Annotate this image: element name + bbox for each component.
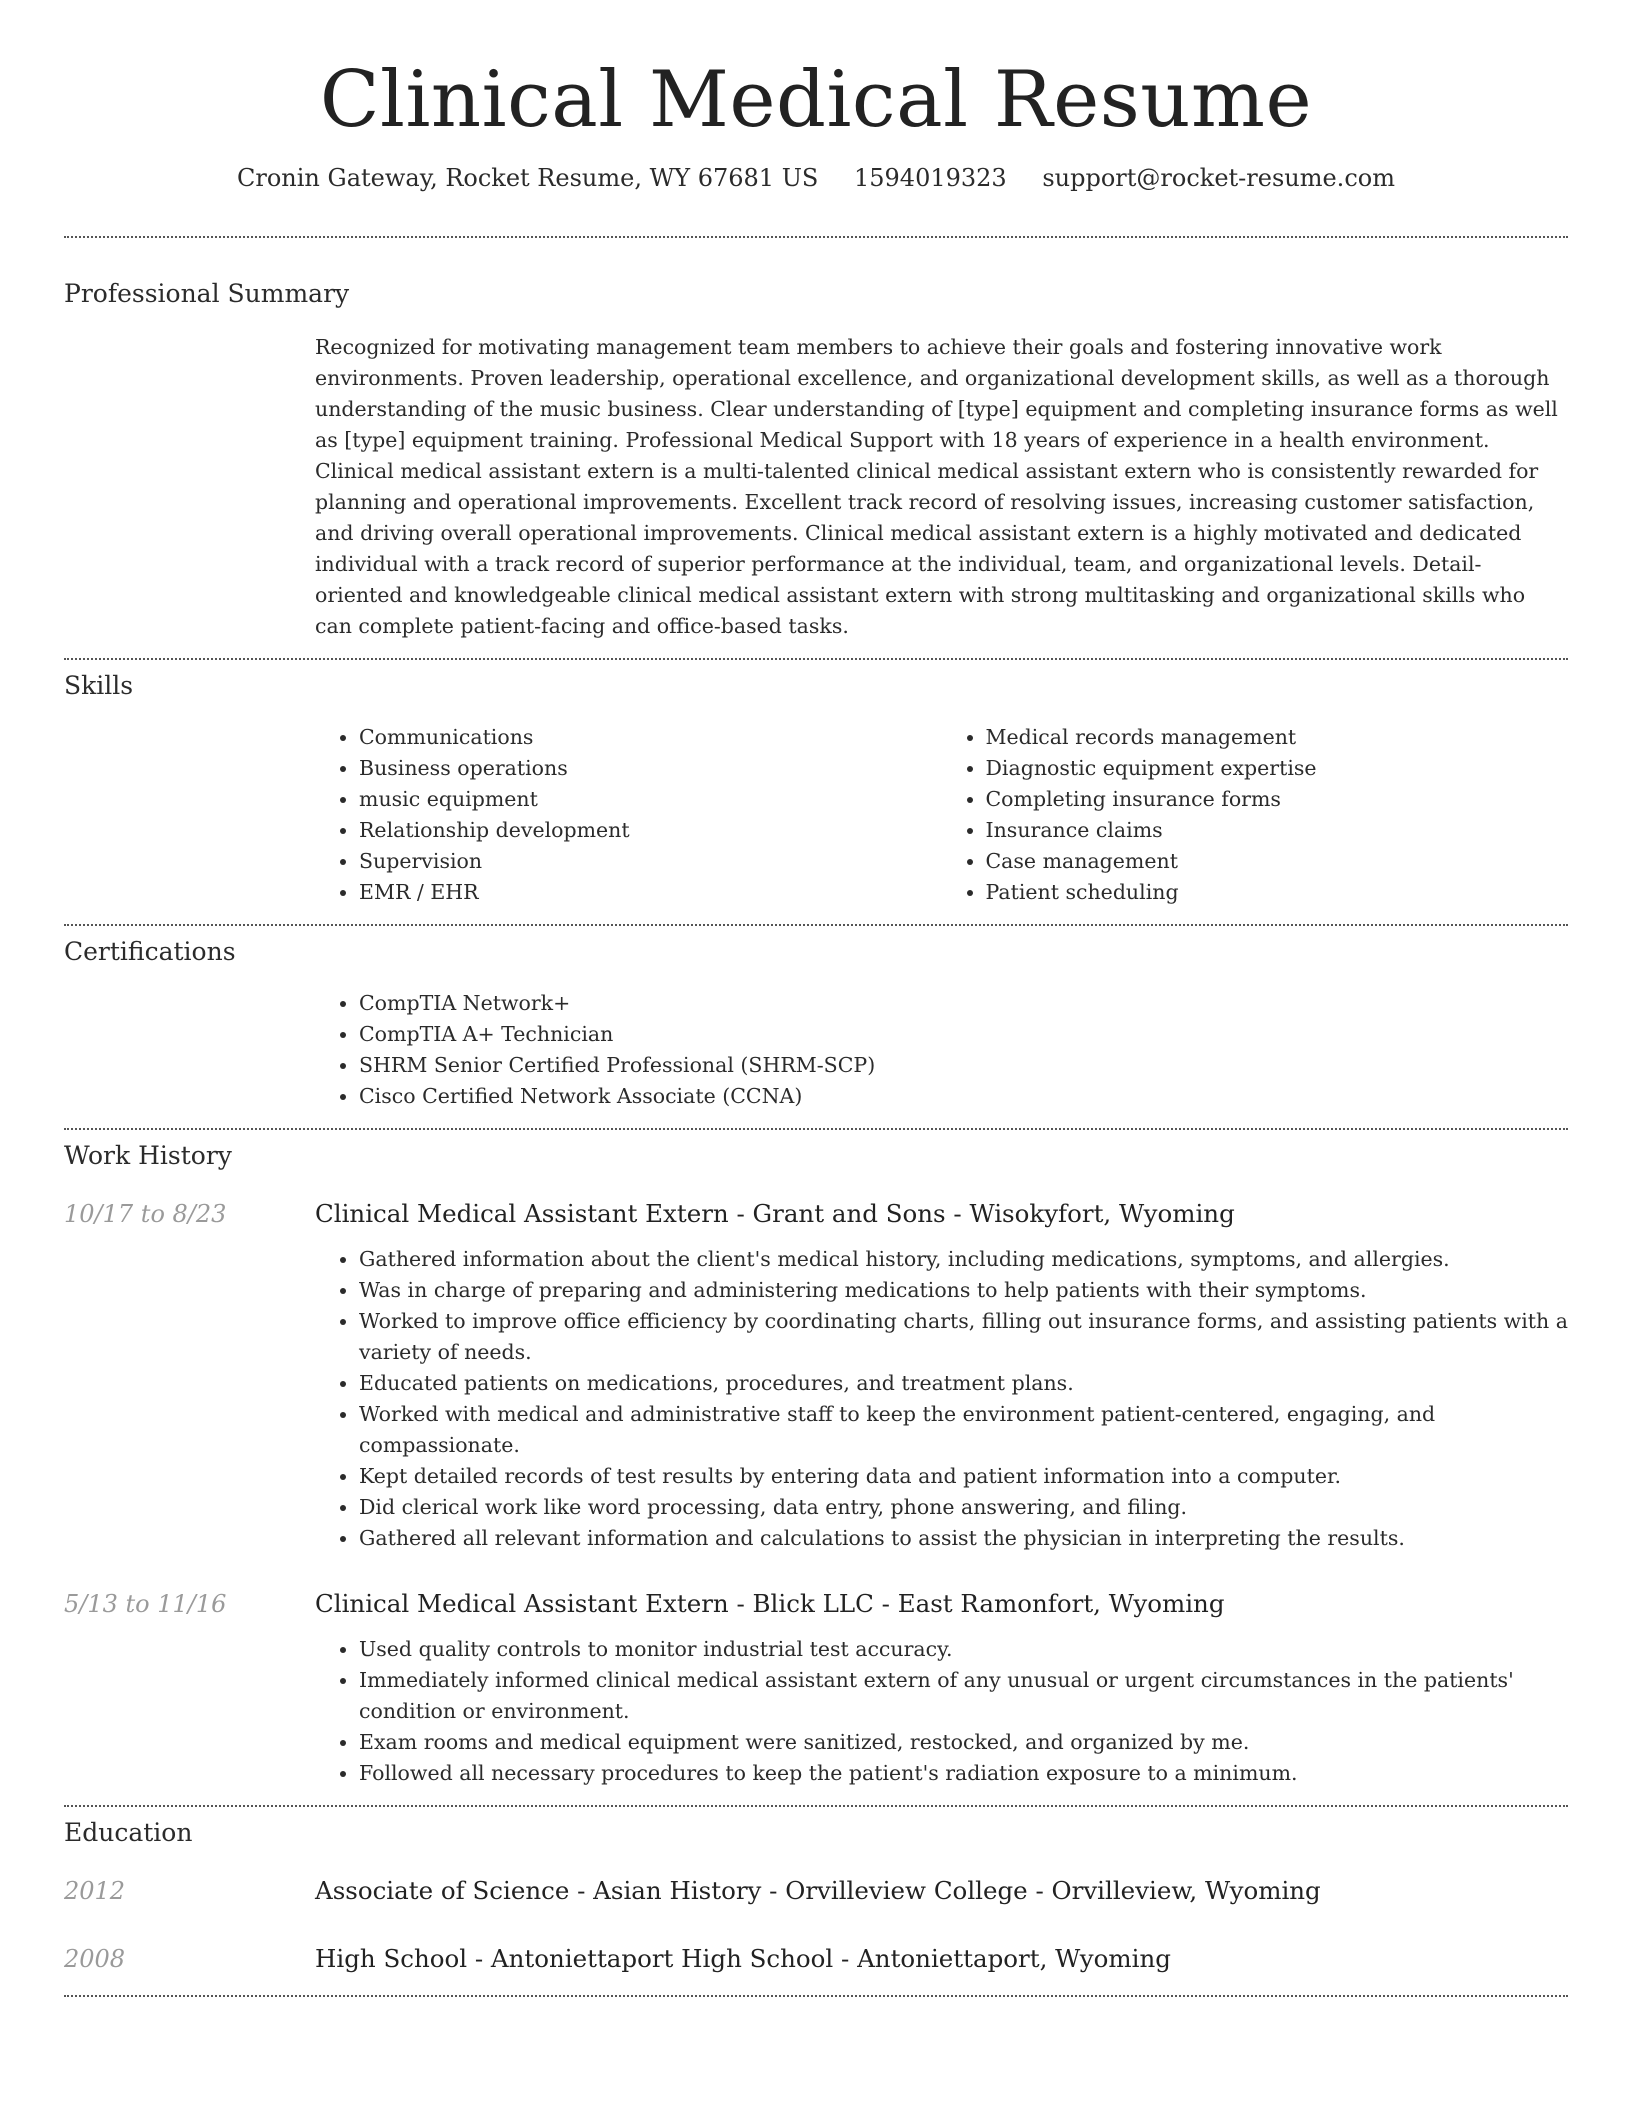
job-bullets (315, 1634, 1568, 1789)
education-degree: Associate of Science - Asian History - Orvilleview College - Orvilleview, Wyoming (315, 1876, 1321, 1905)
education-degree: High School - Antoniettaport High School - Antoniettaport, Wyoming (315, 1944, 1171, 1973)
skill-item: • EMR / EHR (359, 877, 942, 908)
job-bullets-wrap (315, 1244, 1568, 1554)
skill-item: • Case management (986, 846, 1569, 877)
job-dates: 5/13 to 11/16 (64, 1590, 227, 1618)
education-year: 2008 (64, 1945, 126, 1973)
job-bullet: • Followed all necessary procedures to keep the patient's radiation exposure to a minimum. (359, 1758, 1568, 1789)
job-bullets-wrap (315, 1634, 1568, 1789)
divider (64, 1995, 1568, 1997)
job-header (64, 1588, 1568, 1620)
education-section (64, 1817, 1568, 1975)
skill-item: • Supervision (359, 846, 942, 877)
divider (64, 658, 1568, 660)
skill-item: • Relationship development (359, 815, 942, 846)
divider (64, 1805, 1568, 1807)
resume-page (64, 0, 1568, 1997)
resume-title: Clinical Medical Resume (319, 55, 1313, 145)
job-header (64, 1198, 1568, 1230)
job-bullet: • Immediately informed clinical medical assistant extern of any unusual or urgent circumstances in the patients' condition or environment. (359, 1665, 1568, 1727)
job-entry (64, 1588, 1568, 1789)
job-bullet: • Gathered all relevant information and calculations to assist the physician in interpreting the results. (359, 1523, 1568, 1554)
skills-grid (315, 722, 1568, 908)
section-title-skills: Skills (64, 671, 134, 700)
job-dates: 10/17 to 8/23 (64, 1200, 227, 1228)
skills-list-right (942, 722, 1569, 908)
certifications-list (315, 988, 1568, 1112)
skill-item: • Patient scheduling (986, 877, 1569, 908)
job-bullet: • Did clerical work like word processing, data entry, phone answering, and filing. (359, 1492, 1568, 1523)
job-title: Clinical Medical Assistant Extern - Blick LLC - East Ramonfort, Wyoming (315, 1589, 1225, 1618)
skill-item: • Business operations (359, 753, 942, 784)
contact-phone: 1594019323 (854, 164, 1007, 192)
education-year: 2012 (64, 1877, 126, 1905)
certification-item: • CompTIA Network+ (359, 988, 1568, 1019)
job-bullet: • Worked to improve office efficiency by coordinating charts, filling out insurance forms, and assisting patients with a variety of needs. (359, 1306, 1568, 1368)
divider (64, 1128, 1568, 1130)
certification-item: • SHRM Senior Certified Professional (SHRM-SCP) (359, 1050, 1568, 1081)
skills-section (64, 670, 1568, 908)
section-title-education: Education (64, 1818, 193, 1847)
job-bullet: • Gathered information about the client's medical history, including medications, symptoms, and allergies. (359, 1244, 1568, 1275)
education-entry (64, 1943, 1568, 1975)
section-title-summary: Professional Summary (64, 279, 350, 308)
job-title: Clinical Medical Assistant Extern - Grant and Sons - Wisokyfort, Wyoming (315, 1199, 1235, 1228)
divider (64, 236, 1568, 238)
skill-item: • Diagnostic equipment expertise (986, 753, 1569, 784)
certification-item: • CompTIA A+ Technician (359, 1019, 1568, 1050)
skill-item: • Completing insurance forms (986, 784, 1569, 815)
job-bullets (315, 1244, 1568, 1554)
skill-item: • music equipment (359, 784, 942, 815)
summary-text: Recognized for motivating management team members to achieve their goals and fostering innovative work environments. Proven leadership, operational excellence, and organizational development skills, as well as a thorough understanding of the music business. Clear understanding of [type] equipment and completing insurance forms as well as [type] equipment training. Professional Medical Support with 18 years of experience in a health environment. Clinical medical assistant extern is a multi-talented clinical medical assistant extern who is consistently rewarded for planning and operational improvements. Excellent track record of resolving issues, increasing customer satisfaction, and driving overall operational improvements. Clinical medical assistant extern is a highly motivated and dedicated individual with a track record of superior performance at the individual, team, and organizational levels. Detail-oriented and knowledgeable clinical medical assistant extern with strong multitasking and organizational skills who can complete patient-facing and office-based tasks. (315, 335, 1558, 638)
contact-email: support@rocket-resume.com (1042, 164, 1395, 192)
job-bullet: • Used quality controls to monitor industrial test accuracy. (359, 1634, 1568, 1665)
certifications-list-wrap (315, 988, 1568, 1112)
skills-list-left (315, 722, 942, 908)
education-entry (64, 1875, 1568, 1907)
skill-item: • Medical records management (986, 722, 1569, 753)
contact-address: Cronin Gateway, Rocket Resume, WY 67681 US (237, 164, 819, 192)
job-bullet: • Exam rooms and medical equipment were sanitized, restocked, and organized by me. (359, 1727, 1568, 1758)
job-bullet: • Kept detailed records of test results by entering data and patient information into a computer. (359, 1461, 1568, 1492)
summary-section (64, 278, 1568, 642)
certifications-section (64, 936, 1568, 1112)
work-section (64, 1140, 1568, 1789)
certification-item: • Cisco Certified Network Associate (CCNA) (359, 1081, 1568, 1112)
divider (64, 924, 1568, 926)
job-bullet: • Educated patients on medications, procedures, and treatment plans. (359, 1368, 1568, 1399)
section-title-work: Work History (64, 1141, 232, 1170)
skill-item: • Communications (359, 722, 942, 753)
job-bullet: • Was in charge of preparing and administering medications to help patients with their symptoms. (359, 1275, 1568, 1306)
section-title-certifications: Certifications (64, 937, 236, 966)
job-entry (64, 1198, 1568, 1554)
contact-line (64, 162, 1568, 194)
skill-item: • Insurance claims (986, 815, 1569, 846)
job-bullet: • Worked with medical and administrative staff to keep the environment patient-centered, engaging, and compassionate. (359, 1399, 1568, 1461)
